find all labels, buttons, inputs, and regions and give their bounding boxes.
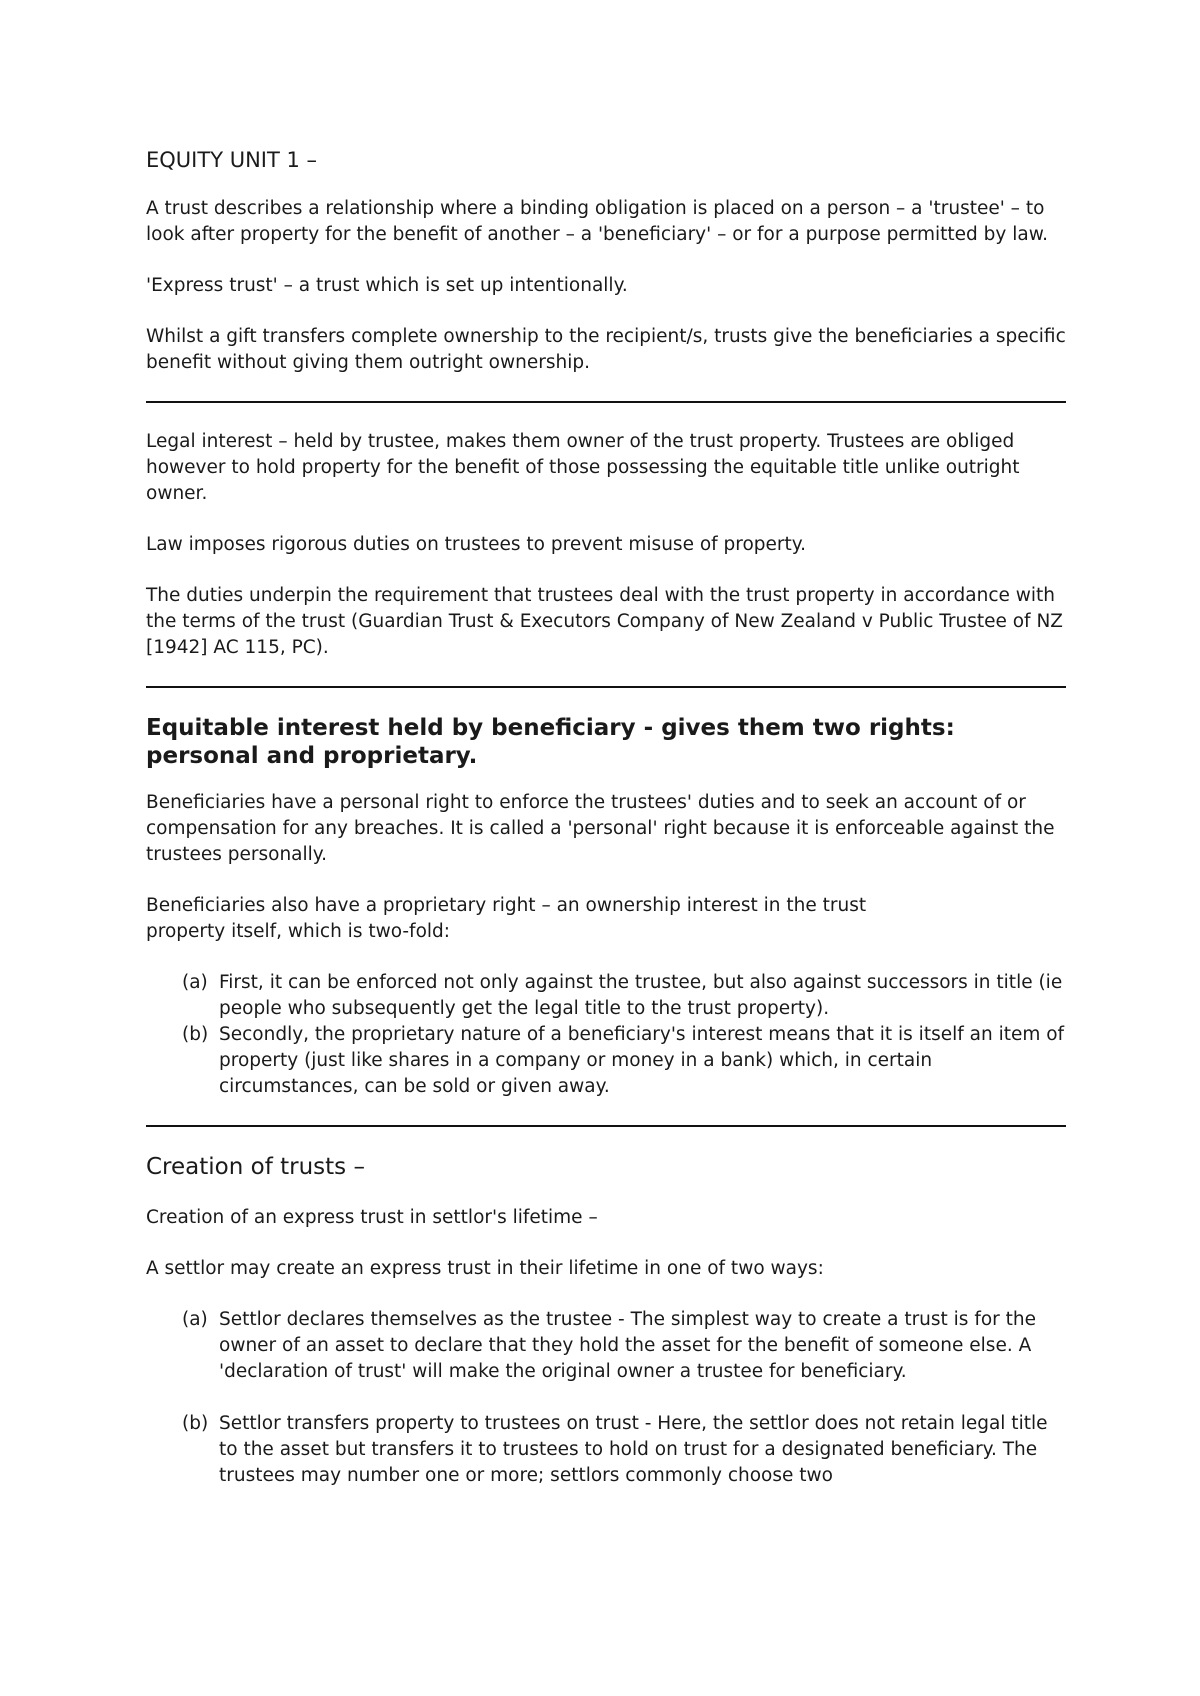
section-divider — [146, 686, 1066, 688]
express-trust-paragraph: 'Express trust' – a trust which is set up intentionally. — [146, 275, 628, 296]
creation-of-trusts-heading: Creation of trusts – — [146, 1154, 365, 1180]
list-item-text: Secondly, the proprietary nature of a beneficiary's interest means that it is itself an item of property (just like shares in a company or money in a bank) which, in certain circumstances, can be sold or given away. — [219, 1024, 1065, 1097]
trust-definition-paragraph: A trust describes a relationship where a binding obligation is placed on a person – a 'trustee' – to look after property for the benefit of another – a 'beneficiary' – or for a purpose permitted by law. — [146, 198, 1049, 245]
two-ways-paragraph: A settlor may create an express trust in their lifetime in one of two ways: — [146, 1258, 824, 1279]
document-title: EQUITY UNIT 1 – — [146, 148, 318, 172]
section-divider — [146, 401, 1066, 403]
list-marker: (a) — [182, 972, 208, 993]
proprietary-right-line-1: Beneficiaries also have a proprietary right – an ownership interest in the trust — [146, 895, 867, 916]
personal-right-paragraph: Beneficiaries have a personal right to enforce the trustees' duties and to seek an account of or compensation for any breaches. It is called a 'personal' right because it is enforceable against the trustees personally. — [146, 792, 1055, 865]
gift-vs-trust-paragraph: Whilst a gift transfers complete ownership to the recipient/s, trusts give the beneficiaries a specific benefit without giving them outright ownership. — [146, 326, 1066, 373]
section-divider — [146, 1125, 1066, 1127]
list-item — [182, 1307, 1066, 1385]
express-trust-lifetime-subheading: Creation of an express trust in settlor's lifetime – — [146, 1207, 598, 1228]
proprietary-right-paragraph — [146, 893, 1066, 945]
list-marker: (b) — [182, 1024, 209, 1045]
list-item-text: Settlor declares themselves as the trustee - The simplest way to create a trust is for the owner of an asset to declare that they hold the asset for the benefit of someone else. A 'declaration of trust' will make the original owner a trustee for beneficiary. — [219, 1309, 1037, 1382]
list-marker: (a) — [182, 1309, 208, 1330]
trustee-duties-paragraph: Law imposes rigorous duties on trustees to prevent misuse of property. — [146, 534, 806, 555]
creation-methods-list — [146, 1307, 1066, 1489]
document-page — [146, 146, 1066, 1515]
list-marker: (b) — [182, 1413, 209, 1434]
duties-requirement-paragraph: The duties underpin the requirement that trustees deal with the trust property in accordance with the terms of the trust (Guardian Trust & Executors Company of New Zealand v Public Trustee of NZ [1942] AC 115, PC). — [146, 585, 1063, 658]
legal-interest-paragraph: Legal interest – held by trustee, makes them owner of the trust property. Trustees are obliged however to hold property for the benefit of those possessing the equitable title unlike outright owner. — [146, 431, 1020, 504]
list-item — [182, 1022, 1066, 1100]
list-item-text: First, it can be enforced not only against the trustee, but also against successors in title (ie people who subsequently get the legal title to the trust property). — [219, 972, 1063, 1019]
proprietary-right-line-2: property itself, which is two-fold: — [146, 921, 451, 942]
list-item — [182, 970, 1066, 1022]
equitable-interest-heading: Equitable interest held by beneficiary - gives them two rights: personal and proprietary. — [146, 715, 955, 769]
list-item — [182, 1411, 1066, 1489]
proprietary-right-list — [146, 970, 1066, 1100]
list-item-text: Settlor transfers property to trustees on trust - Here, the settlor does not retain legal title to the asset but transfers it to trustees to hold on trust for a designated beneficiary. The trustees may number one or more; settlors commonly choose two — [219, 1413, 1048, 1486]
